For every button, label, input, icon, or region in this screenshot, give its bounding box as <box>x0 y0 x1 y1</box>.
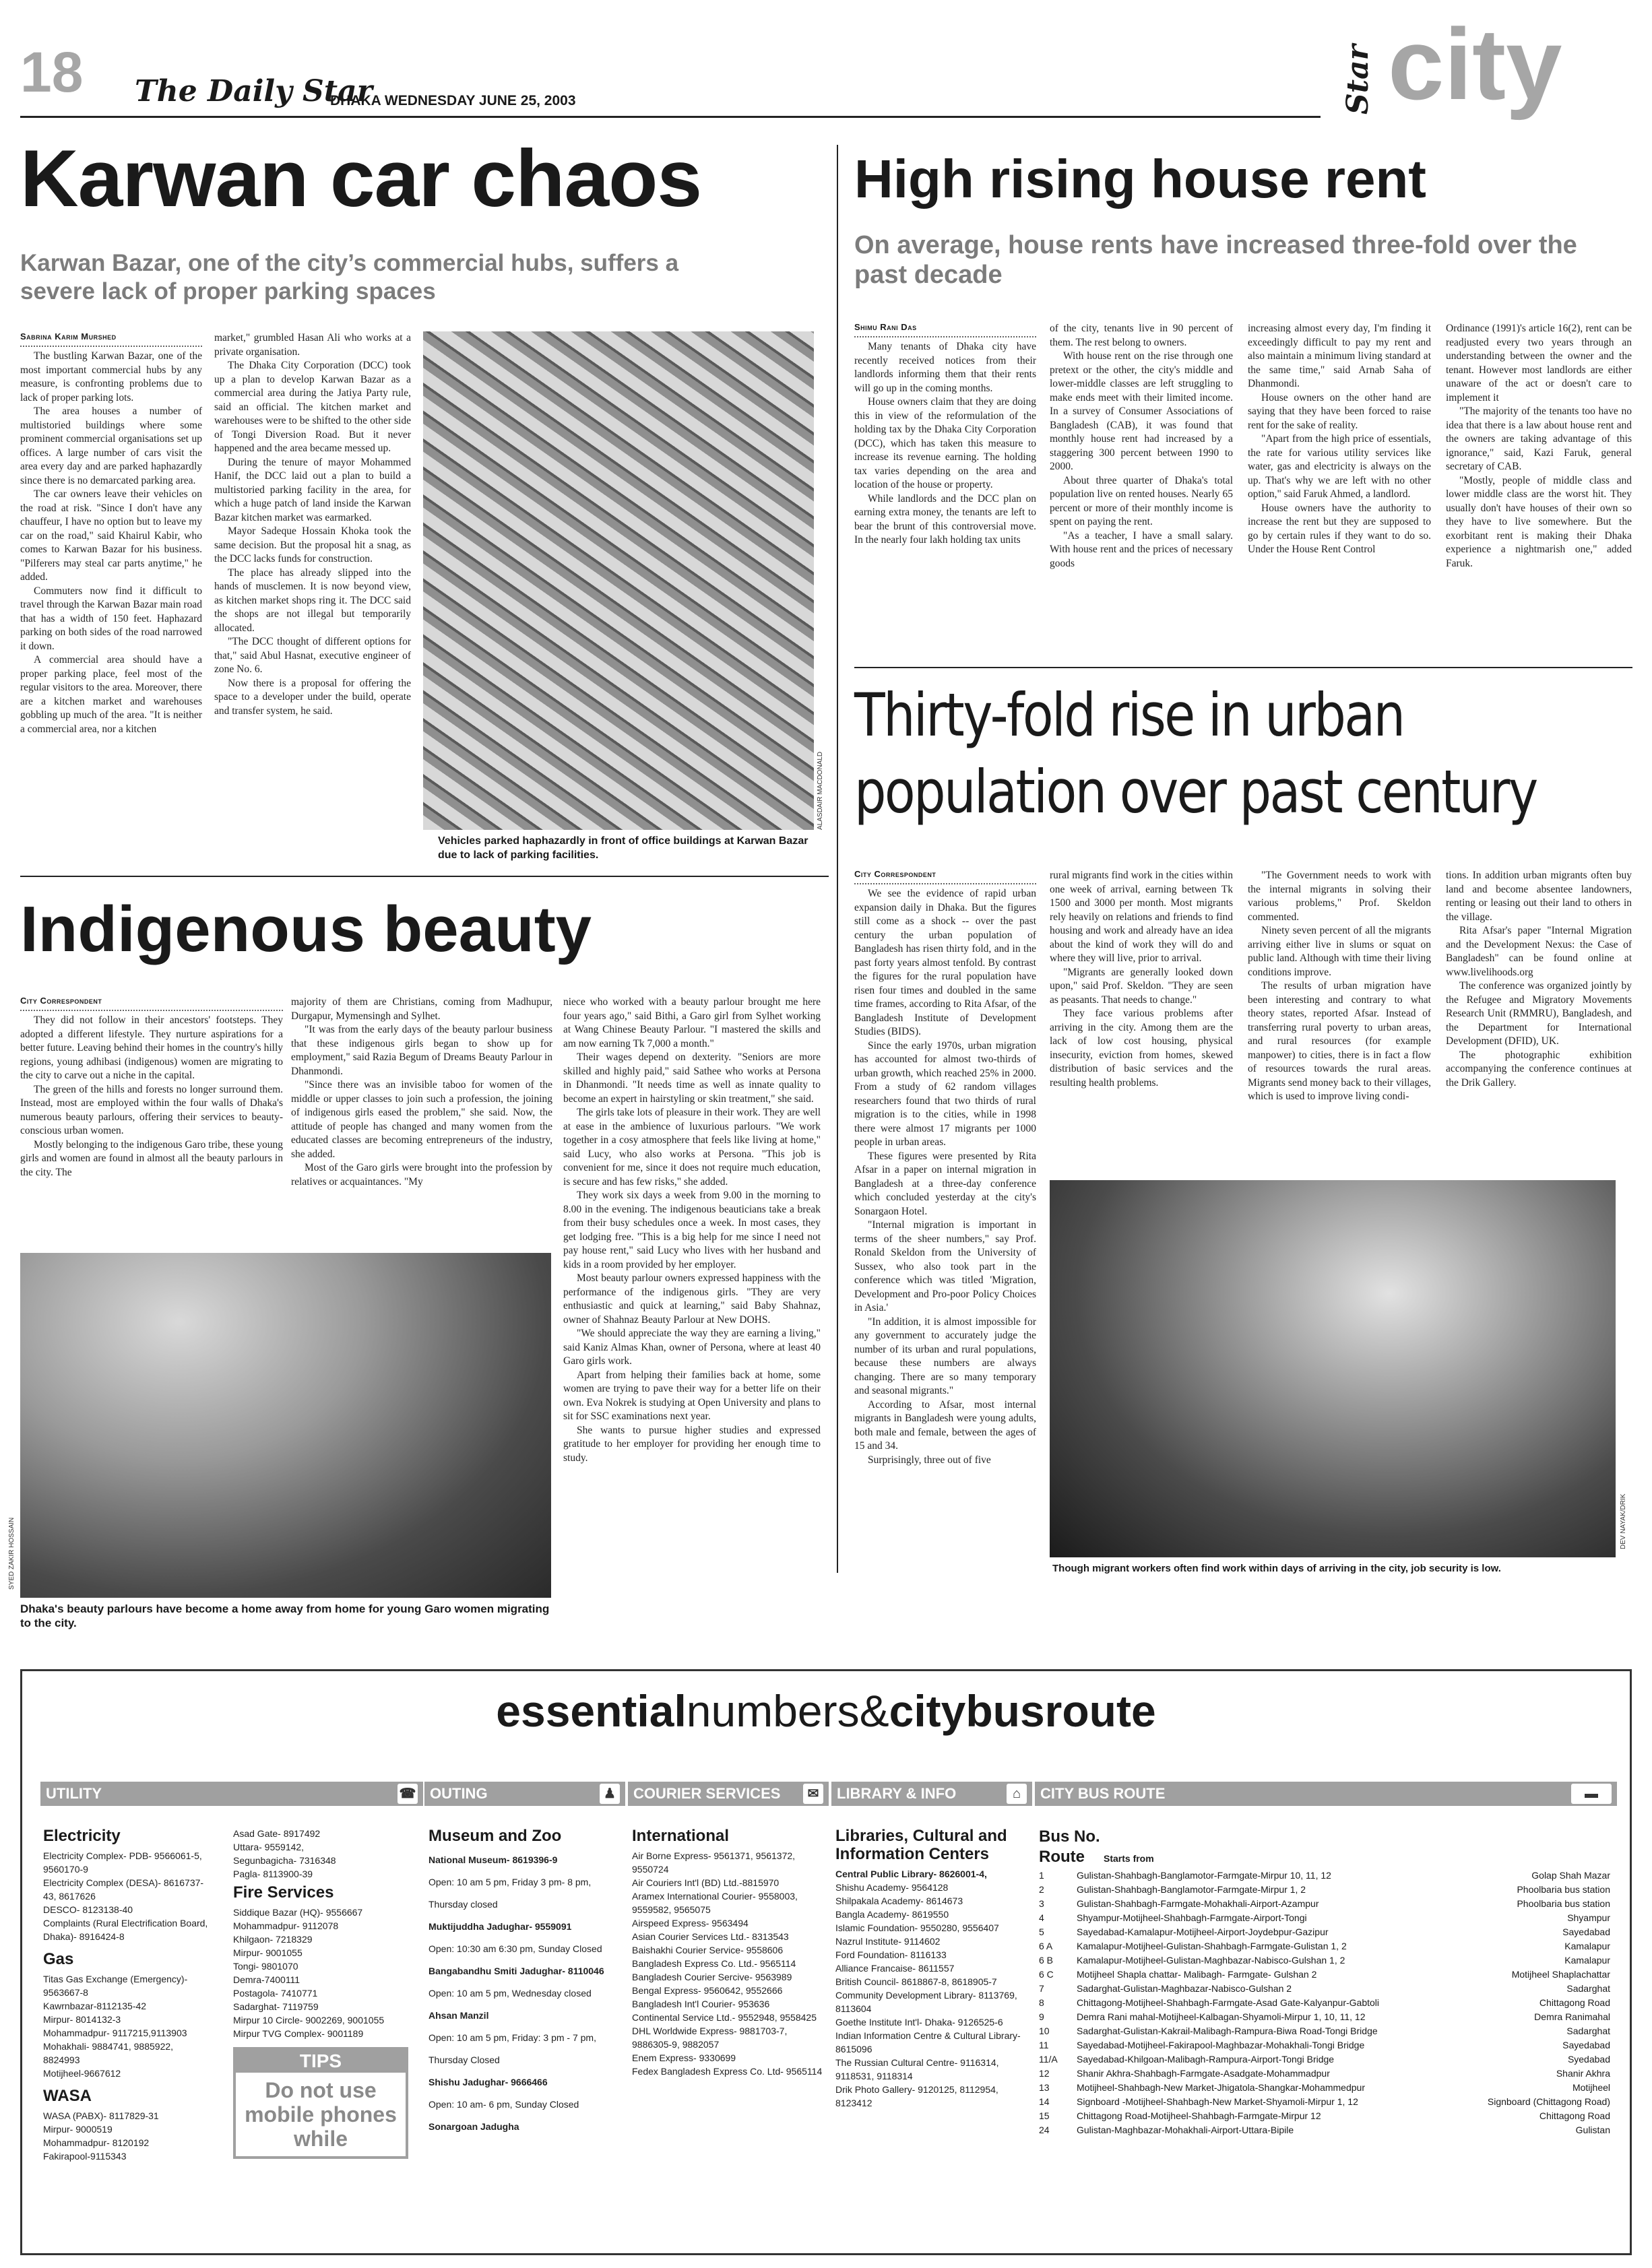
beauty-caption: Dhaka's beauty parlours have become a home away from home for young Garo women migrating to the city. <box>20 1602 550 1629</box>
library-heading: Libraries, Cultural and Information Centers <box>835 1827 1007 1863</box>
fire-heading: Fire Services <box>233 1883 334 1902</box>
bus-col <box>1039 1827 1610 2137</box>
byline-dots <box>20 1006 283 1011</box>
wasa-heading: WASA <box>43 2087 92 2105</box>
byline-dots <box>854 879 1036 884</box>
byline-dots <box>20 342 202 347</box>
bus-route: Sayedabad-Kamalapur-Motijheel-Airport-Joydebpur-Gazipur <box>1077 1926 1329 1937</box>
karwan-col-1-text: The bustling Karwan Bazar, one of the most important commercial hubs by any measure, is confronting problems due to lack of proper parking lots. The area houses a number of multistoried buildings where some prominent commercial organisations set up offices. A large number of cars visit the area every day and are parked haphazardly since there is no demarcated parking area. The car owners leave their vehicles on the road at risk. "Since I don't have any chauffeur, I have no option but to leave my car on the road," said Khairul Kabir, who comes to Karwan Bazar for his business. "Pilferers may steal car parts anytime," he added. Commuters now find it difficult to travel through the Karwan Bazar main road that has a width of 150 feet. Haphazard parking on both sides of the road narrowed it down. A commercial area should have a proper parking place, feel most of the regular visitors to the area. Moreover, there are a kitchen market and warehouses gobbling up much of the area. "It is neither a commercial area, nor a kitchen <box>20 350 202 735</box>
rent-col-4: Ordinance (1991)'s article 16(2), rent can be readjusted every two years through an understanding between the owner and the tenant. However most landlords are either unaware of the act or doesn't care to implement it "The majority of the tenants too have no idea that there is a law about house rent and the owners are taking advantage of this ignorance," said, Kazi Faruk, general secretary of CAB. "Mostly, people of middle class and lower middle class are the worst hit. They usually don't have houses of their own so they have to live somewhere. But the exorbitant rent is making their Dhaka experience a nightmarish one," added Faruk. <box>1446 323 1632 569</box>
phone-icon: ☎ <box>398 1784 418 1804</box>
electricity-heading: Electricity <box>43 1827 121 1845</box>
bar-courier: COURIER SERVICES ✉ <box>628 1782 829 1806</box>
bus-route-row <box>1039 2010 1610 2024</box>
bus-start-point: Sayedabad <box>1562 2040 1610 2050</box>
bus-start-point: Shyampur <box>1567 1912 1610 1923</box>
beauty-byline: City Correspondent <box>20 996 102 1006</box>
karwan-subhead: Karwan Bazar, one of the city’s commercial hubs, suffers a severe lack of proper parking spaces <box>20 250 679 304</box>
bar-library: LIBRARY & INFO ⌂ <box>831 1782 1032 1806</box>
wasa-list: WASA (PABX)- 8117829-31 Mirpur- 9000519 Mohammadpur- 8120192 Fakirapool-9115343 <box>43 2110 159 2162</box>
bus-route: Demra Rani mahal-Motijheel-Kalbagan-Shyamoli-Mirpur 1, 10, 11, 12 <box>1077 2011 1366 2022</box>
beauty-col-3: niece who worked with a beauty parlour brought me here four years ago," said Bithi, a Garo girl from Sylhet working at Wang Chinese Beauty Parlour. "I mastered the skills and am now earning Tk 7,000 a month." Their wages depend on dexterity. "Seniors are more skilled and highly paid," said Sathee who works at Persona in Dhanmondi. "It needs time as well as innate quality to become an expert in hairstyling or skin treatment," she said. The girls take lots of pleasure in their work. They are well at ease in the ambience of luxurious parlours. "We work together in a cosy atmosphere that feels like living at home," said Lucy, who also works at Persona. "This job is convenient for me, since it does not require much education, is secure and has few risks," she added. They work six days a week from 9.00 in the morning to 8.00 in the evening. The indigenous beauticians take a break from their busy schedules once a week. In most cases, they get lodging free. "This is a big help for me since I need not pay house rent," said Lucy who lives with her husband and kids in a room provided by her employer. Most beauty parlour owners expressed happiness with the performance of the indigenous girls. "They are very enthusiastic and quick at learning," said Baby Shahnaz, owner of Shahnaz Beauty Parlour at New DOHS. "We should appreciate the way they are earning a living," said Kaniz Almas Khan, owner of Persona, where at least 40 Garo girls work. Apart from helping their families back at home, some women are trying to pave their way for a better life on their own. Eva Nokrek is studying at Open University and plans to sit for SSC examinations next year. She wants to pursue higher studies and expressed gratitude to her employer for providing her enough time to study. <box>563 996 821 1464</box>
bus-route: Kamalapur-Motijheel-Gulistan-Maghbazar-Nabisco-Gulshan 1, 2 <box>1077 1955 1345 1966</box>
rent-headline: High rising house rent <box>854 149 1426 209</box>
bus-route-row <box>1039 2052 1610 2067</box>
bus-number: 5 <box>1039 1926 1044 1937</box>
bus-number: 6 B <box>1039 1955 1054 1966</box>
bus-route: Gulistan-Shahbagh-Banglamotor-Farmgate-Mirpur 10, 11, 12 <box>1077 1870 1331 1881</box>
dateline: DHAKA WEDNESDAY JUNE 25, 2003 <box>330 93 576 108</box>
fire-list: Siddique Bazar (HQ)- 9556667 Mohammadpur- 9112078 Khilgaon- 7218329 Mirpur- 9001055 Tongi- 9801070 Demra-7400111 Postagola- 7410771 Sadarghat- 7119759 Mirpur 10 Circle- 9002269, 9001055 Mirpur TVG Complex- 9001189 <box>233 1907 385 2039</box>
rent-col-1-text: Many tenants of Dhaka city have recently received notices from their landlords informing them that their rents will go up in the coming months. House owners claim that they are doing this in view of the reformulation of the holding tax by the Dhaka City Corporation (DCC), which has taken this measure to increase its revenue earning. The holding tax varies depending on the area and location of the house or property. While landlords and the DCC plan on earning extra money, the tenants are left to bear the brunt of this controversial move. In the nearly four lakh holding tax units <box>854 341 1036 546</box>
bus-number: 11/A <box>1039 2054 1058 2065</box>
directory-banner <box>0 1684 1652 1738</box>
bus-route-row <box>1039 1953 1610 1968</box>
courier-col <box>632 1827 823 2078</box>
tips-label: TIPS <box>236 2050 406 2073</box>
beauty-col-1-text: They did not follow in their ancestors' footsteps. They adopted a different lifestyle. They nurture aspirations for a better future. Leaving behind their homes in the country's hilly regions, young adhibasi (indigenous) women are migrating to the city to carve out a niche in the capital. The green of the hills and forests no longer surround them. Instead, most are employed within the four walls of Dhaka's numerous beauty parlours, offering their services to beauty-conscious urban women. Mostly belonging to the indigenous Garo tribe, these young girls and women are found in almost all the beauty parlours in the city. The <box>20 1014 283 1178</box>
section-logo-star: Star <box>1341 44 1375 115</box>
museum-heading: Museum and Zoo <box>428 1827 562 1845</box>
gas-heading: Gas <box>43 1950 74 1968</box>
bus-number: 8 <box>1039 1997 1044 2008</box>
bus-route-row <box>1039 1911 1610 1925</box>
bus-start-point: Sadarghat <box>1566 1983 1610 1994</box>
rent-subhead: On average, house rents have increased three-fold over the past decade <box>854 231 1577 289</box>
bus-number: 24 <box>1039 2125 1050 2135</box>
bus-route: Gulistan-Shahbagh-Farmgate-Mohakhali-Airport-Azampur <box>1077 1898 1319 1909</box>
banner-citybusroute: citybusroute <box>889 1686 1156 1736</box>
family-icon: ♟ <box>600 1784 620 1804</box>
bar-outing: OUTING ♟ <box>424 1782 625 1806</box>
banner-essential: essential <box>496 1686 687 1736</box>
population-col-2: rural migrants find work in the cities within one week of arrival, earning between Tk 1500 and 3000 per month. Most migrants rely heavily on relations and friends to find housing and work and already have an idea about the kind of work they will do and where they will live, prior to arrival. "Migrants are generally looked down upon," said Prof. Skeldon. "They are seen as peasants. That needs to change." They face various problems after arriving in the city. Among them are the lack of low cost housing, physical insecurity, eviction from homes, skewed distribution of basic services and the resulting health problems. <box>1050 870 1233 1089</box>
bus-start-point: Demra Ranimahal <box>1534 2011 1610 2022</box>
bus-heading-route: Route <box>1039 1848 1085 1866</box>
bus-start-point: Phoolbaria bus station <box>1517 1898 1610 1909</box>
rent-col-3: increasing almost every day, I'm finding it exceedingly difficult to pay my rent and also maintain a minimum living standard at the same time," said Arnab Saha of Dhanmondi. House owners on the other hand are saying that they have been forced to raise rent for the sake of reality. "Apart from the high price of essentials, the rate for various utility services like water, gas and electricity is always on the up. That's why we are left with no other option," said Faruk Ahmed, a landlord. House owners have the authority to increase the rent but they are supposed to go by certain rules if they want to do so. Under the House Rent Control <box>1248 323 1431 555</box>
bus-route: Motijheel-Shahbagh-New Market-Jhigatola-Shangkar-Mohammedpur <box>1077 2082 1365 2093</box>
bus-start-point: Motijheel <box>1572 2082 1610 2093</box>
bus-heading-starts: Starts from <box>1104 1853 1154 1864</box>
bus-route: Sayedabad-Motijheel-Fakirapool-Maghbazar-Mohakhali-Tongi Bridge <box>1077 2040 1365 2050</box>
bus-number: 15 <box>1039 2110 1050 2121</box>
bus-route-row <box>1039 1883 1610 1897</box>
bus-number: 1 <box>1039 1870 1044 1881</box>
page-number: 18 <box>20 40 84 104</box>
library-col <box>835 1827 1027 2110</box>
bus-start-point: Shanir Akhra <box>1556 2068 1610 2079</box>
karwan-headline: Karwan car chaos <box>20 133 702 224</box>
bus-route: Shyampur-Motijheel-Shahbagh-Farmgate-Airport-Tongi <box>1077 1912 1307 1923</box>
bus-route-row <box>1039 1939 1610 1953</box>
population-caption: Though migrant workers often find work within days of arriving in the city, job security is low. <box>1052 1563 1501 1574</box>
population-byline: City Correspondent <box>854 869 936 879</box>
utility-col-a <box>43 1827 212 2163</box>
bus-route: Sadarghat-Gulistan-Kakrail-Malibagh-Rampura-Biwa Road-Tongi Bridge <box>1077 2026 1378 2036</box>
gas-list: Titas Gas Exchange (Emergency)- 9563667-8 Kawrnbazar-8112135-42 Mirpur- 8014132-3 Mohammadpur- 9117215,9113903 Mohakhali- 9884741, 9885922, 8824993 Motijheel-9667612 <box>43 1974 188 2079</box>
bus-route: Chittagong Road-Motijheel-Shahbagh-Farmgate-Mirpur 12 <box>1077 2110 1321 2121</box>
bus-route-row <box>1039 1897 1610 1911</box>
building-icon: ⌂ <box>1007 1784 1027 1804</box>
population-col-1 <box>854 869 1036 1467</box>
bus-number: 12 <box>1039 2068 1050 2079</box>
electricity-list: Electricity Complex- PDB- 9566061-5, 9560170-9 Electricity Complex (DESA)- 8616737-43, 8617626 DESCO- 8123138-40 Complaints (Rural Electrification Board, Dhaka)- 8916424-8 <box>43 1850 208 1942</box>
bus-start-point: Chittagong Road <box>1539 1997 1610 2008</box>
bar-utility: UTILITY ☎ <box>40 1782 423 1806</box>
masthead-rule <box>20 116 1321 118</box>
column-rule <box>837 145 838 1573</box>
bus-route-row <box>1039 2081 1610 2095</box>
bus-number: 6 C <box>1039 1969 1054 1980</box>
tips-text: Do not use mobile phones while <box>245 2078 397 2151</box>
population-headline: Thirty-fold rise in urban population over past century <box>854 680 1537 827</box>
bus-route-row <box>1039 1925 1610 1939</box>
bus-route: Shanir Akhra-Shahbagh-Farmgate-Asadgate-Mohammadpur <box>1077 2068 1330 2079</box>
bus-route-row <box>1039 2109 1610 2123</box>
bus-route: Motijheel Shapla chattar- Malibagh- Farmgate- Gulshan 2 <box>1077 1969 1317 1980</box>
bus-number: 9 <box>1039 2011 1044 2022</box>
bus-route-row <box>1039 1996 1610 2010</box>
bus-route: Sayedabad-Khilgoan-Malibagh-Rampura-Airport-Tongi Bridge <box>1077 2054 1335 2065</box>
bus-route: Kamalapur-Motijheel-Gulistan-Shahbagh-Farmgate-Gulistan 1, 2 <box>1077 1941 1347 1951</box>
section-logo <box>1341 7 1637 121</box>
bus-number: 3 <box>1039 1898 1044 1909</box>
envelope-icon: ✉ <box>803 1784 823 1804</box>
bus-icon: ▬ <box>1571 1784 1612 1804</box>
bus-start-point: Sayedabad <box>1562 1926 1610 1937</box>
bus-number: 10 <box>1039 2026 1050 2036</box>
bus-route: Gulistan-Shahbagh-Banglamotor-Farmgate-Mirpur 1, 2 <box>1077 1884 1306 1895</box>
karwan-col-2: market," grumbled Hasan Ali who works at a private organisation. The Dhaka City Corporation (DCC) took up a plan to develop Karwan Bazar as a commercial area during the Jatiya Party rule, said an official. The kitchen market and warehouses were to be shifted to the other side of Tongi Diversion Road. But it never happened and the area became messed up. During the tenure of mayor Mohammed Hanif, the DCC laid out a plan to build a multistoried parking facility in the area, for which a huge patch of land inside the Karwan Bazar kitchen market was earmarked. Mayor Sadeque Hossain Khoka took the same decision. But the proposal hit a snag, as the DCC lacks funds for construction. The place has already slipped into the hands of musclemen. It is now beyond view, as kitchen market shops ring it. The DCC said the shops are not illegal but temporarily allocated. "The DCC thought of different options for that," said Abul Hasnat, executive engineer of zone No. 6. Now there is a proposal for offering the space to a developer under the build, operate and transfer system, he said. <box>214 332 411 717</box>
rent-col-1 <box>854 322 1036 548</box>
bus-start-point: Signboard (Chittagong Road) <box>1487 2096 1610 2107</box>
beauty-top-rule <box>20 876 829 877</box>
banner-numbers: numbers& <box>686 1686 889 1736</box>
bus-number: 11 <box>1039 2040 1049 2050</box>
bus-start-point: Kamalapur <box>1564 1941 1610 1951</box>
police-list: Asad Gate- 8917492 Uttara- 9559142, Segunbagicha- 7316348 Pagla- 8113900-39 <box>233 1828 336 1879</box>
karwan-byline: Sabrina Karim Murshed <box>20 331 117 342</box>
bus-route-row <box>1039 2024 1610 2038</box>
museum-list: National Museum- 8619396-9 Open: 10 am 5 pm, Friday 3 pm- 8 pm, Thursday closed Muktijuddha Jadughar- 9559091 Open: 10:30 am 6:30 pm, Sunday Closed Bangabandhu Smiti Jadughar- 8110046 Open: 10 am 5 pm, Wednesday closed Ahsan Manzil Open: 10 am 5 pm, Friday: 3 pm - 7 pm, Thursday Closed Shishu Jadughar- 9666466 Open: 10 am- 6 pm, Sunday Closed Sonargoan Jadugha <box>428 1854 604 2132</box>
bus-start-point: Golap Shah Mazar <box>1531 1870 1610 1881</box>
karwan-caption: Vehicles parked haphazardly in front of office buildings at Karwan Bazar due to lack of parking facilities. <box>438 835 808 861</box>
population-col-1-text: We see the evidence of rapid urban expansion daily in Dhaka. But the figures still come as a shock -- over the past century the urban population of Bangladesh has risen thirty fold, and in the past forty years almost tenfold. By contrast the figures for the rural population have risen four times and doubled in the same time frames, according to Rita Afsar, of the Bangladesh Institute of Development Studies (BIDS). Since the early 1970s, urban migration has accounted for almost two-thirds of urban growth, which reached 25% in 2000. From a study of 62 random villages researchers found that two thirds of rural migration is to the cities, while in 1998 there were almost 17 migrants per 1000 people in urban areas. These figures were presented by Rita Afsar in a paper on internal migration in Bangladesh at a three-day conference which concluded yesterday at the city's Sonargaon Hotel. "Internal migration is important in terms of the sheer numbers," say Prof. Ronald Skeldon from the University of Sussex, who also took part in the conference which was titled 'Migration, Development and Pro-poor Policy Choices in Asia.' "In addition, it is almost impossible for any government to accurately judge the number of its urban and rural populations, because these numbers are always changing. There are so many temporary and seasonal migrants." According to Afsar, most internal migrants in Bangladesh were young adults, both male and female, between the ages of 15 and 34. Surprisingly, three out of five <box>854 888 1036 1466</box>
bus-route: Sadarghat-Gulistan-Maghbazar-Nabisco-Gulshan 2 <box>1077 1983 1292 1994</box>
population-photo-credit: DEV NAYAK/DRIK <box>1620 1493 1627 1549</box>
bus-route-row <box>1039 1982 1610 1996</box>
library-list: Central Public Library- 8626001-4, Shishu Academy- 9564128 Shilpakala Academy- 8614673 Bangla Academy- 8619550 Islamic Foundation- 9550280, 9556407 Nazrul Institute- 9114602 Ford Foundation- 8116133 Alliance Francaise- 8611557 British Council- 8618867-8, 8618905-7 Community Development Library- 8113769, 8113604 Goethe Institute Int'l- Dhaka- 9126525-6 Indian Information Centre & Cultural Library- 8615096 The Russian Cultural Centre- 9116314, 9118531, 9118314 Drik Photo Gallery- 9120125, 8112954, 8123412 <box>835 1869 1021 2108</box>
bus-start-point: Motijheel Shaplachattar <box>1511 1969 1610 1980</box>
beauty-col-2: majority of them are Christians, coming from Madhupur, Durgapur, Mymensingh and Sylhet. "It was from the early days of the beauty parlour business that these indigenous girls began to show up for employment," said Razia Begum of Dreams Beauty Parlour in Dhanmondi. "Since there was an invisible taboo for women of the middle or upper classes to join such a profession, the joining of indigenous girls eased the problem," she said. Now, the attitude of people has changed and many women from the educated classes are becoming entrepreneurs of the industry, she added. Most of the Garo girls were brought into the profession by relatives or acquaintances. "My <box>291 996 552 1188</box>
bus-start-point: Sadarghat <box>1566 2026 1610 2036</box>
byline-dots <box>854 332 1036 337</box>
bus-route: Gulistan-Maghbazar-Mohakhali-Airport-Uttara-Bipile <box>1077 2125 1294 2135</box>
karwan-photo <box>423 331 814 830</box>
bus-number: 2 <box>1039 1884 1044 1895</box>
tips-box <box>233 2047 408 2159</box>
beauty-photo <box>20 1253 551 1598</box>
rent-bottom-rule <box>854 667 1632 668</box>
bus-start-point: Syedabad <box>1567 2054 1610 2065</box>
bus-route-row <box>1039 2067 1610 2081</box>
bus-route: Chittagong-Motijheel-Shahbagh-Farmgate-Asad Gate-Kalyanpur-Gabtoli <box>1077 1997 1380 2008</box>
beauty-headline: Indigenous beauty <box>20 893 592 965</box>
bus-start-point: Chittagong Road <box>1539 2110 1610 2121</box>
bus-route-list <box>1039 1869 1610 2137</box>
bus-route-row <box>1039 1869 1610 1883</box>
bus-route: Signboard -Motijheel-Shahbagh-New Market-Shyamoli-Mirpur 1, 12 <box>1077 2096 1358 2107</box>
bus-number: 4 <box>1039 1912 1044 1923</box>
section-logo-city: city <box>1388 7 1562 121</box>
beauty-photo-credit: SYED ZAKIR HOSSAIN <box>8 1517 15 1590</box>
rent-col-2: of the city, tenants live in 90 percent of them. The rest belong to owners. With house rent on the rise through one pretext or the other, the city's middle and lower-middle classes are left struggling to make ends meet with their limited income. In a survey of Consumer Associations of Bangladesh (CAB), it was found that monthly house rent had increased by a staggering 300 percent between 1990 to 2000. About three quarter of Dhaka's total population live on rented houses. Nearly 65 percent or more of their monthly income is spent on paying the rent. "As a teacher, I have a small salary. With house rent and the prices of necessary goods <box>1050 323 1233 569</box>
bus-route-row <box>1039 2095 1610 2109</box>
paper-name: The Daily Star <box>135 74 373 108</box>
bus-number: 6 A <box>1039 1941 1053 1951</box>
bus-route-row <box>1039 1968 1610 1982</box>
population-col-3: "The Government needs to work with the internal migrants in solving their various problems," Prof. Skeldon commented. Ninety seven percent of all the migrants arriving either live in slums or squat on public land. Although with time their living conditions improve. The results of urban migration have been interesting and contrary to what theory states, reported Afsar. Instead of transferring rural poverty to urban areas, and rural resources (for example manpower) to cities, there is in fact a flow of resources towards the rural areas. Migrants send money back to their villages, which is used to improve living condi- <box>1248 870 1431 1102</box>
courier-heading: International <box>632 1827 730 1845</box>
bus-number: 7 <box>1039 1983 1044 1994</box>
population-photo <box>1050 1180 1616 1557</box>
bus-heading-no: Bus No. <box>1039 1827 1100 1846</box>
karwan-col-1 <box>20 331 202 736</box>
bus-number: 14 <box>1039 2096 1050 2107</box>
courier-list: Air Borne Express- 9561371, 9561372, 9550724 Air Couriers Int'l (BD) Ltd.-8815970 Aramex International Courier- 9558003, 9559582, 9565075 Airspeed Express- 9563494 Asian Courier Services Ltd.- 8313543 Baishakhi Courier Service- 9558606 Bangladesh Express Co. Ltd.- 9565114 Bangladesh Courier Sercive- 9563989 Bengal Express- 9560642, 9552666 Bangladesh Int'l Courier- 953636 Continental Service Ltd.- 9552948, 9558425 DHL Worldwide Express- 9881703-7, 9886305-9, 9882057 Enem Express- 9330699 Fedex Bangladesh Express Co. Ltd- 9565114 <box>632 1850 823 2077</box>
bus-start-point: Phoolbaria bus station <box>1517 1884 1610 1895</box>
bus-heading-row <box>1039 1847 1610 1867</box>
population-col-4: tions. In addition urban migrants often buy land and become absentee landowners, renting or leasing out their land to others in the village. Rita Afsar's paper "Internal Migration and the Development Nexus: the Case of Bangladesh" can be found online at www.livelihoods.org The conference was organized jointly by the Refugee and Migratory Movements Research Unit (RMMRU), Bangladesh, and the Department for International Development (DFID), UK. The photographic exhibition accompanying the conference continues at the Drik Gallery. <box>1446 870 1632 1089</box>
utility-col-b <box>233 1827 415 2159</box>
bar-bus: CITY BUS ROUTE ▬ <box>1035 1782 1617 1806</box>
bus-start-point: Kamalapur <box>1564 1955 1610 1966</box>
bus-start-point: Gulistan <box>1575 2125 1610 2135</box>
bus-route-row <box>1039 2038 1610 2052</box>
bus-number: 13 <box>1039 2082 1050 2093</box>
bus-route-row <box>1039 2123 1610 2137</box>
rent-byline: Shimu Rani Das <box>854 322 917 332</box>
beauty-col-1 <box>20 996 283 1179</box>
outing-col <box>428 1827 617 2138</box>
karwan-photo-credit: ALASDAIR MACDONALD <box>817 751 824 830</box>
